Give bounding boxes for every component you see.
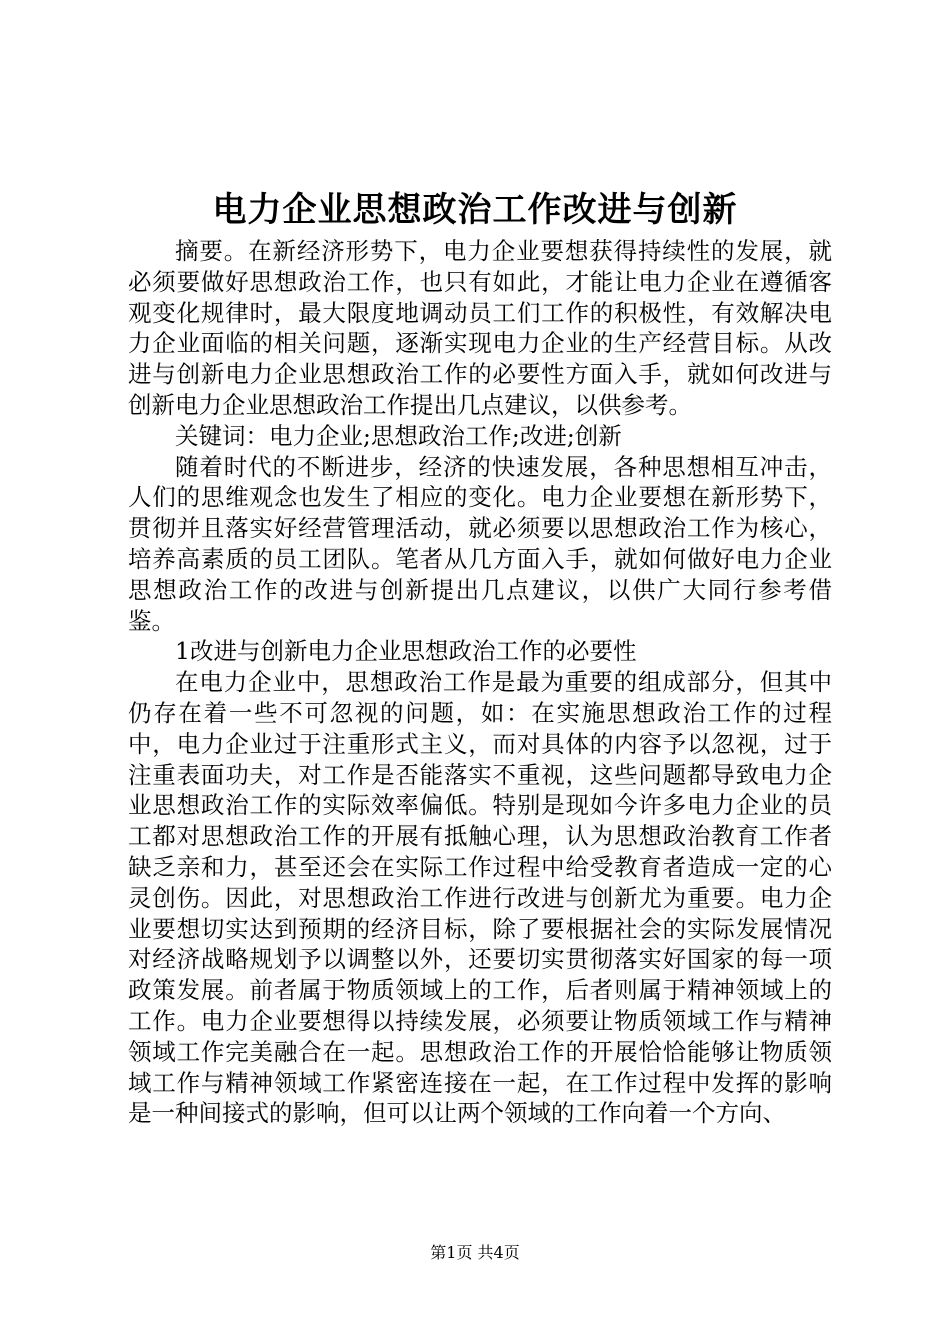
section-heading: 1改进与创新电力企业思想政治工作的必要性	[175, 637, 637, 666]
document-title: 电力企业思想政治工作改进与创新	[212, 190, 738, 230]
document-body	[128, 236, 832, 1129]
page-footer: 第1页 共4页	[430, 1243, 520, 1262]
keywords-paragraph: 关键词：电力企业;思想政治工作;改进;创新	[175, 421, 622, 450]
intro-paragraph: 随着时代的不断进步，经济的快速发展，各种思想相互冲击，人们的思维观念也发生了相应的变化。电力企业要想在新形势下，贯彻并且落实好经营管理活动，就必须要以思想政治工作为核心，培养高素质的员工团队。笔者从几方面入手，就如何做好电力企业思想政治工作的改进与创新提出几点建议，以供广大同行参考借鉴。	[128, 452, 832, 635]
body-paragraph: 在电力企业中，思想政治工作是最为重要的组成部分，但其中仍存在着一些不可忽视的问题，如：在实施思想政治工作的过程中，电力企业过于注重形式主义，而对具体的内容予以忽视，过于注重表面功夫，对工作是否能落实不重视，这些问题都导致电力企业思想政治工作的实际效率偏低。特别是现如今许多电力企业的员工都对思想政治工作的开展有抵触心理，认为思想政治教育工作者缺乏亲和力，甚至还会在实际工作过程中给受教育者造成一定的心灵创伤。因此，对思想政治工作进行改进与创新尤为重要。电力企业要想切实达到预期的经济目标，除了要根据社会的实际发展情况对经济战略规划予以调整以外，还要切实贯彻落实好国家的每一项政策发展。前者属于物质领域上的工作，后者则属于精神领域上的工作。电力企业要想得以持续发展，必须要让物质领域工作与精神领域工作完美融合在一起。思想政治工作的开展恰恰能够让物质领域工作与精神领域工作紧密连接在一起，在工作过程中发挥的影响是一种间接式的影响，但可以让两个领域的工作向着一个方向、	[128, 668, 832, 1128]
abstract-paragraph: 摘要。在新经济形势下，电力企业要想获得持续性的发展，就必须要做好思想政治工作，也只有如此，才能让电力企业在遵循客观变化规律时，最大限度地调动员工们工作的积极性，有效解决电力企业面临的相关问题，逐渐实现电力企业的生产经营目标。从改进与创新电力企业思想政治工作的必要性方面入手，就如何改进与创新电力企业思想政治工作提出几点建议，以供参考。	[128, 237, 832, 419]
